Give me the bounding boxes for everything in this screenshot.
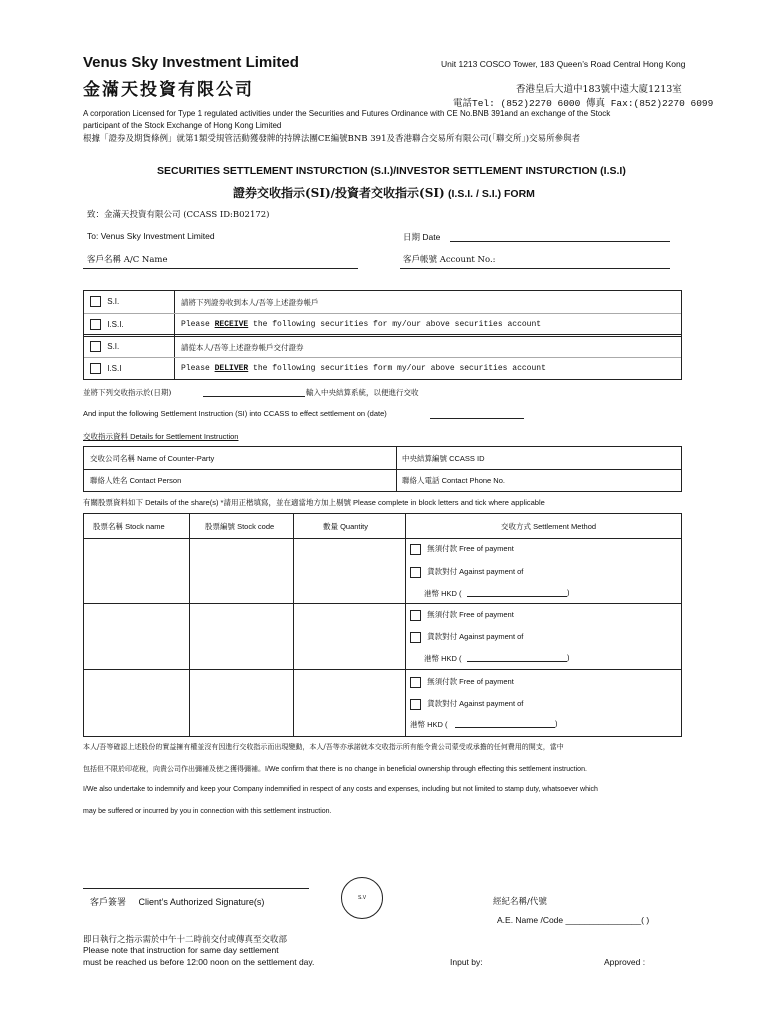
hkd-label: 港幣 HKD (	[424, 589, 462, 598]
checkbox-against-1[interactable]	[410, 567, 421, 578]
company-name-en: Venus Sky Investment Limited	[83, 54, 299, 71]
contact-phone-label: 聯絡人電話 Contact Phone No.	[402, 476, 505, 485]
ae-label-en: A.E. Name /Code ________________( )	[497, 915, 650, 925]
method-hkd-2	[424, 653, 462, 664]
sv-stamp	[341, 877, 383, 919]
ac-name-label: 客戶名稱 A/C Name	[87, 255, 168, 265]
hkd-close-3: )	[555, 719, 558, 728]
form-title-en: SECURITIES SETTLEMENT INSTURCTION (S.I.)/INVESTOR SETTLEMENT INSTURCTION (I.S.I)	[157, 165, 626, 177]
footer-note-en-2: must be reached us before 12:00 noon on the settlement day.	[83, 957, 315, 967]
method-free-label: 無須付款 Free of payment	[427, 677, 514, 686]
counterparty-name-label: 交收公司名稱 Name of Counter-Party	[90, 454, 215, 463]
option-text-si-receive: 請將下列證券收到本人/吾等上述證券帳戶	[181, 298, 319, 307]
header-stock-code: 股票編號 Stock code	[205, 522, 275, 531]
option-text-pre: Please	[181, 364, 215, 373]
address-en: Unit 1213 COSCO Tower, 183 Queen’s Road Central Hong Kong	[441, 59, 686, 69]
header-quantity: 數量 Quantity	[323, 522, 369, 531]
declaration-line-1: 本人/吾等確認上述股份的實益擁有權並沒有因進行交收指示而出現變動，本人/吾等亦承諾就本交收指示所有能令貴公司蒙受或承擔的任何費用的開支，當中	[83, 743, 564, 751]
signature-label	[90, 895, 264, 908]
option-text-post: the following securities form my/our above securities account	[248, 364, 546, 373]
method-free-3[interactable]	[410, 676, 514, 688]
address-zh: 香港皇后大道中183號中遠大廈1213室	[516, 84, 682, 95]
method-free-1[interactable]	[410, 543, 514, 555]
shares-note: 有關股票資料如下 Details of the share(s) *請用正楷填寫，並在適當地方加上剔號 Please complete in block letters and tick where applicable	[83, 498, 545, 507]
input-line-zh: 並將下列交收指示於(日期)	[83, 388, 172, 397]
approved-label: Approved :	[604, 957, 646, 967]
hkd-close-2: )	[567, 653, 570, 662]
form-title-line2	[233, 184, 535, 201]
sv-text: S.V	[357, 895, 367, 901]
form-title-en-2: (I.S.I. / S.I.) FORM	[448, 188, 535, 200]
input-line-zh-post: 輸入中央結算系統，以便進行交收	[306, 388, 419, 397]
checkbox-free-1[interactable]	[410, 544, 421, 555]
signature-label-en: Client’s Authorized Signature(s)	[138, 897, 265, 907]
input-date-field[interactable]	[203, 396, 305, 397]
method-against-label: 貨款對付 Against payment of	[427, 632, 524, 641]
footer-note-en-1: Please note that instruction for same day settlement	[83, 945, 279, 955]
option-bold-word: DELIVER	[214, 364, 249, 373]
footer-note-zh: 即日執行之指示需於中午十二時前交付或傳真至交收部	[83, 935, 288, 945]
hkd-field-1[interactable]	[467, 596, 567, 597]
signature-line[interactable]	[83, 888, 309, 889]
checkbox-si-deliver[interactable]	[90, 341, 101, 352]
method-free-label: 無須付款 Free of payment	[427, 610, 514, 619]
option-text-isi-deliver	[181, 364, 546, 373]
ae-label-zh: 經紀名稱/代號	[493, 897, 547, 907]
option-code: S.I.	[107, 341, 120, 351]
hkd-field-3[interactable]	[455, 727, 555, 728]
option-text-post: the following securities for my/our above securities account	[248, 320, 542, 329]
input-by-label: Input by:	[450, 957, 483, 967]
account-no-label: 客戶帳號 Account No.:	[403, 255, 496, 265]
method-free-2[interactable]	[410, 609, 514, 621]
signature-label-zh: 客戶簽署	[90, 898, 127, 908]
ac-name-field[interactable]	[83, 268, 358, 269]
contact-person-label: 聯絡人姓名 Contact Person	[90, 476, 182, 485]
phone-fax: 電話Tel: (852)2270 6000 傳真 Fax:(852)2270 6099	[453, 98, 714, 109]
checkbox-isi-deliver[interactable]	[90, 363, 101, 374]
checkbox-free-2[interactable]	[410, 610, 421, 621]
option-row-isi-receive[interactable]	[90, 319, 124, 330]
date-field[interactable]	[450, 241, 670, 242]
method-hkd-3	[410, 719, 448, 730]
details-heading: 交收指示資料 Details for Settlement Instruction	[83, 432, 239, 441]
option-code: I.S.I	[107, 363, 122, 373]
company-name-zh: 金滿天投資有限公司	[83, 80, 254, 100]
hkd-field-2[interactable]	[467, 661, 567, 662]
hkd-close-1: )	[567, 588, 570, 597]
option-text-si-deliver: 請從本人/吾等上述證券帳戶交付證券	[181, 343, 304, 352]
to-en: To: Venus Sky Investment Limited	[87, 231, 215, 241]
date-label	[403, 231, 440, 243]
license-zh: 根據「證券及期貨條例」就第1類受規管活動獲發牌的持牌法團CE編號BNB 391及香港聯合交易所有限公司(「聯交所」)交易所參與者	[83, 134, 581, 144]
hkd-label: 港幣 HKD (	[410, 720, 448, 729]
checkbox-free-3[interactable]	[410, 677, 421, 688]
method-free-label: 無須付款 Free of payment	[427, 544, 514, 553]
checkbox-si-receive[interactable]	[90, 296, 101, 307]
checkbox-against-3[interactable]	[410, 699, 421, 710]
shares-table	[83, 513, 682, 737]
date-label-text: 日期 Date	[403, 232, 441, 242]
settlement-date-field[interactable]	[430, 418, 524, 419]
method-against-1[interactable]	[410, 566, 523, 578]
account-no-field[interactable]	[400, 268, 670, 269]
checkbox-against-2[interactable]	[410, 632, 421, 643]
method-against-label: 貨款對付 Against payment of	[427, 699, 524, 708]
header-stock-name: 股票名稱 Stock name	[93, 522, 165, 531]
method-against-label: 貨款對付 Against payment of	[427, 567, 524, 576]
hkd-label: 港幣 HKD (	[424, 654, 462, 663]
form-title-zh: 證券交收指示(SI)/投資者交收指示(SI)	[233, 186, 445, 200]
to-zh: 致：金滿天投資有限公司 (CCASS ID:B02172)	[87, 210, 270, 220]
declaration-line-2: 包括但不限於印花稅，向貴公司作出彌補及使之獲得彌補。I/We confirm that there is no change in beneficial ownership through effecting this settlement instruction.	[83, 766, 587, 773]
declaration-line-4: may be suffered or incurred by you in connection with this settlement instruction.	[83, 808, 332, 815]
checkbox-isi-receive[interactable]	[90, 319, 101, 330]
option-row-si-deliver[interactable]	[90, 341, 119, 352]
input-line-en: And input the following Settlement Instruction (SI) into CCASS to effect settlement on (date)	[83, 409, 387, 418]
license-line-2: participant of the Stock Exchange of Hong Kong Limited	[83, 121, 282, 130]
option-code: S.I.	[107, 296, 120, 306]
option-bold-word: RECEIVE	[214, 320, 249, 329]
declaration-line-3: I/We also undertake to indemnify and keep your Company indemnified in respect of any costs and expenses, including but not limited to stamp duty, whatsoever which	[83, 786, 598, 793]
option-row-isi-deliver[interactable]	[90, 363, 121, 374]
option-row-si-receive[interactable]	[90, 296, 119, 307]
method-hkd-1	[424, 588, 462, 599]
option-code: I.S.I.	[107, 319, 124, 329]
header-settlement-method: 交收方式 Settlement Method	[501, 522, 597, 531]
ccass-id-label: 中央結算編號 CCASS ID	[402, 454, 485, 463]
method-against-2[interactable]	[410, 631, 523, 643]
method-against-3[interactable]	[410, 698, 523, 710]
option-text-isi-receive	[181, 320, 541, 329]
license-line-1: A corporation Licensed for Type 1 regulated activities under the Securities and Futures Ordinance with CE No.BNB 391and an exchange of the Stock	[83, 109, 611, 118]
option-text-pre: Please	[181, 320, 215, 329]
